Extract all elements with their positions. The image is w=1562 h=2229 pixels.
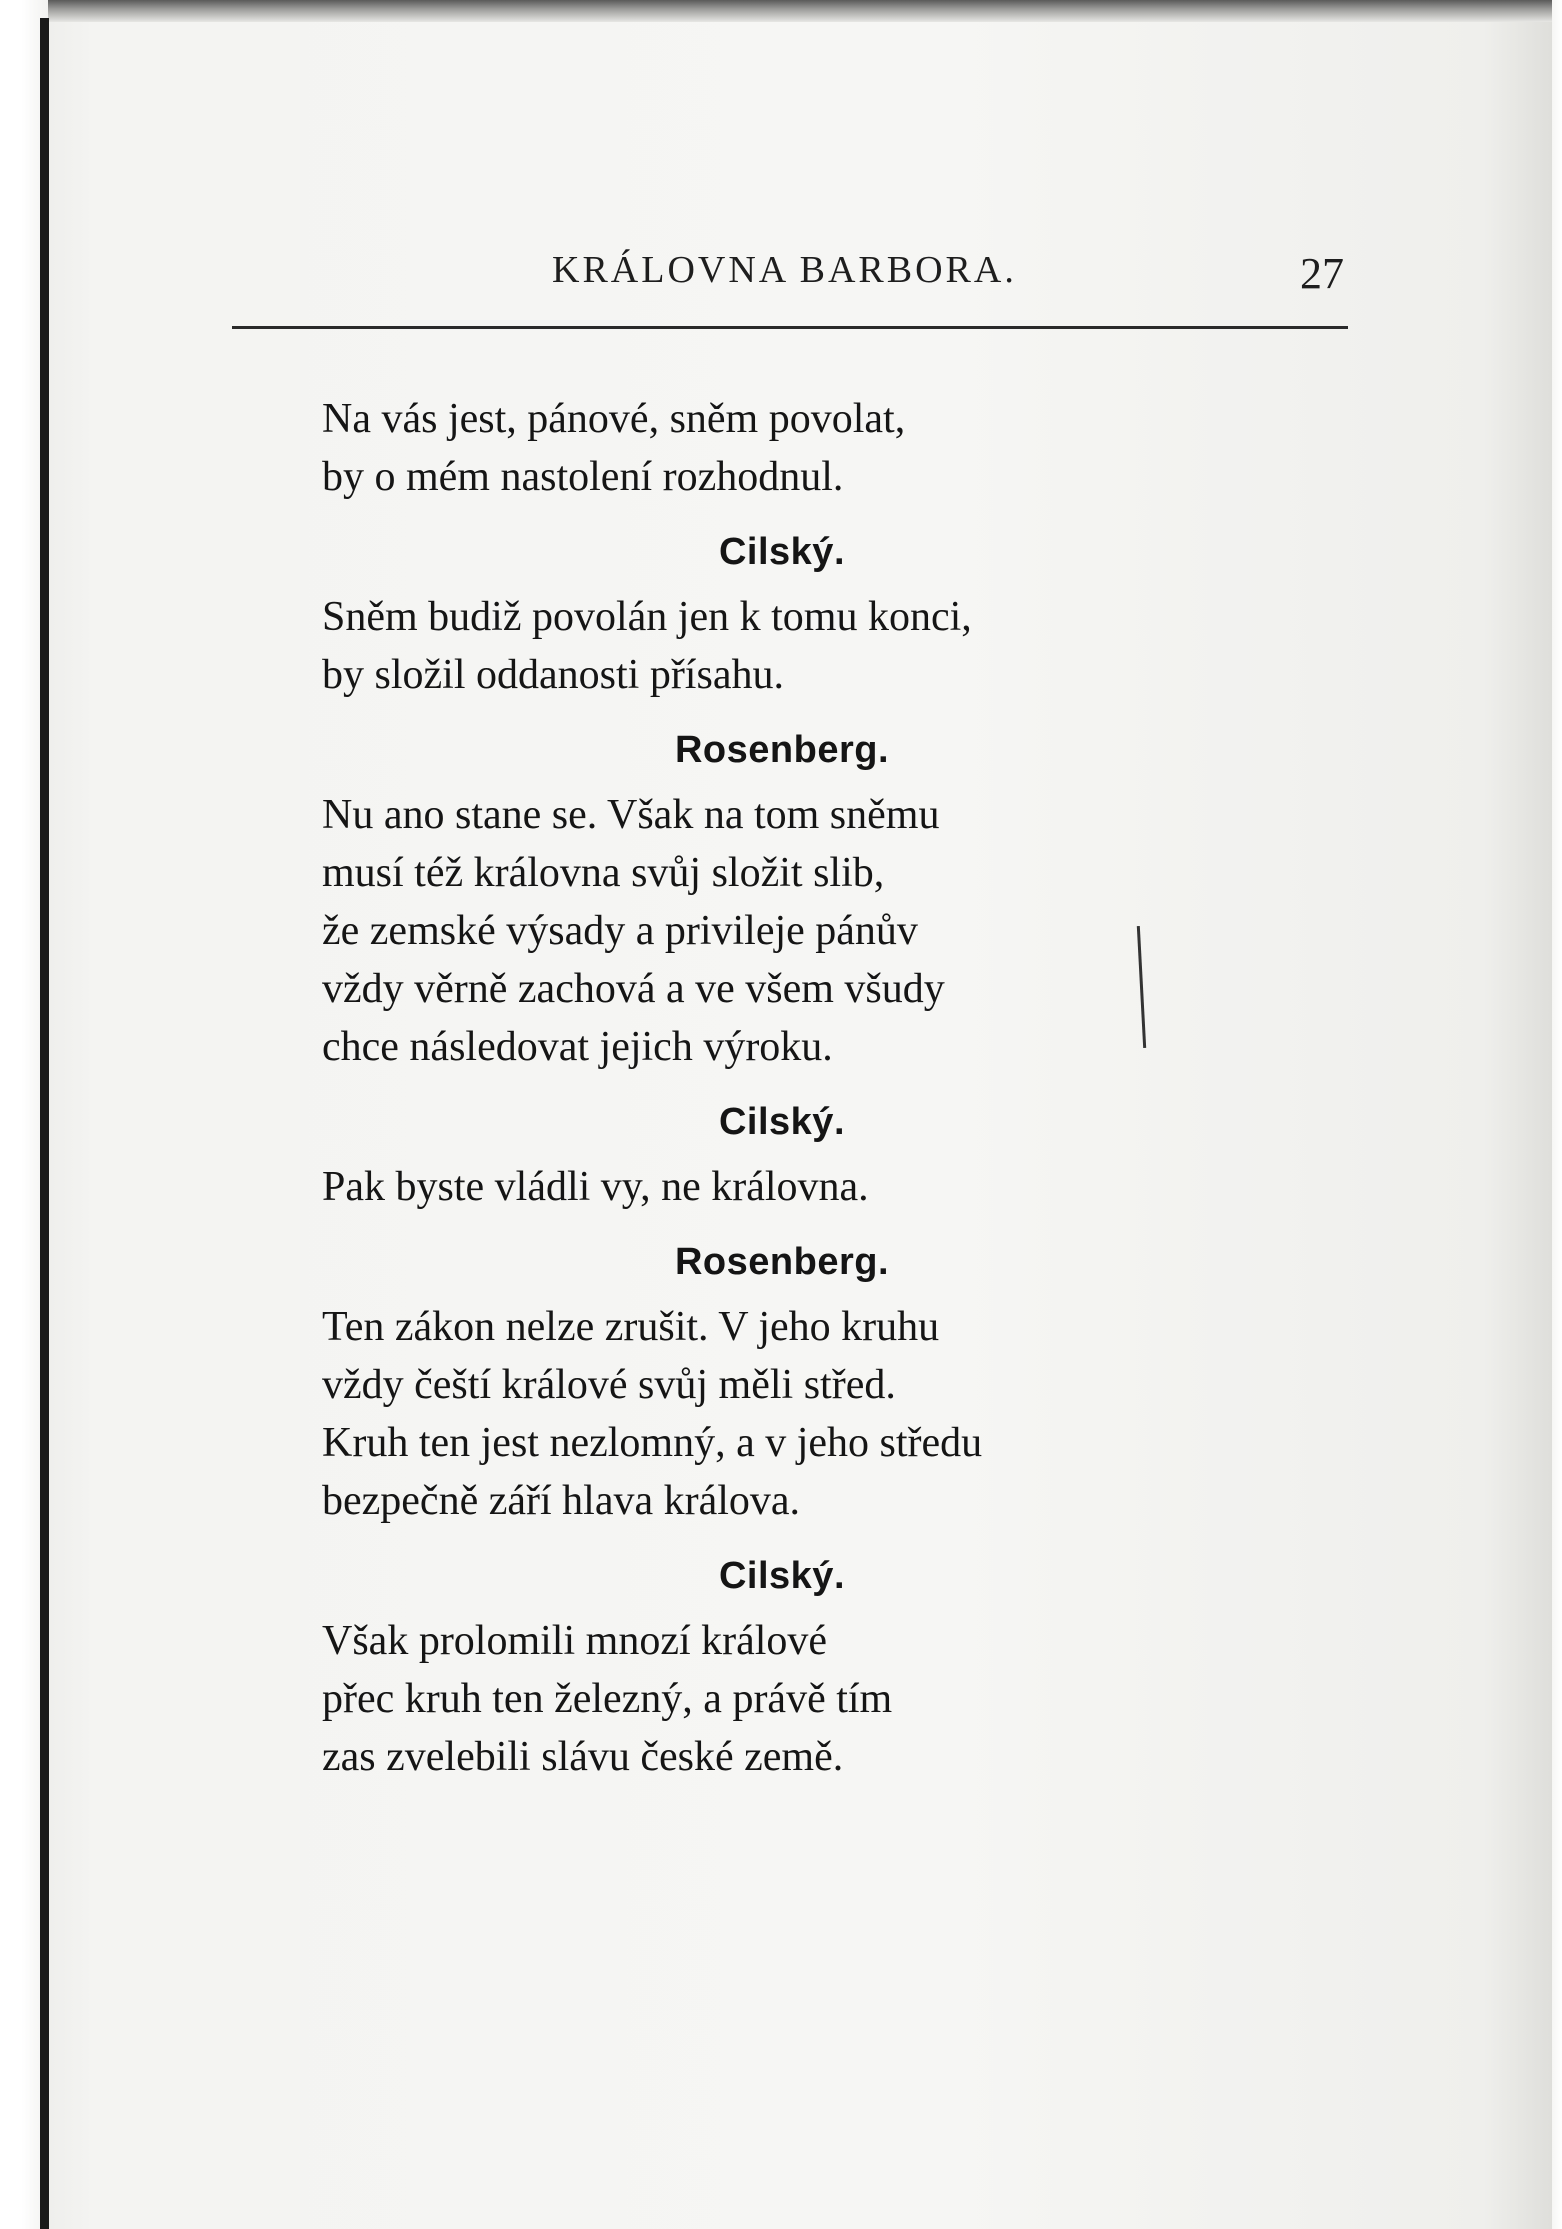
dialogue-text bbox=[322, 390, 1322, 1806]
speech-block bbox=[322, 1612, 1322, 1786]
verse-line: že zemské výsady a privileje pánův bbox=[322, 908, 918, 954]
verse-line: musí též královna svůj složit slib, bbox=[322, 850, 885, 896]
speech-block bbox=[322, 786, 1322, 1076]
page-right-edge bbox=[1552, 0, 1562, 2229]
verse-line: Pak byste vládli vy, ne královna. bbox=[322, 1164, 869, 1210]
page-top-edge bbox=[0, 0, 1562, 22]
verse-line: vždy čeští králové svůj měli střed. bbox=[322, 1362, 896, 1408]
verse-line: Na vás jest, pánové, sněm povolat, bbox=[322, 396, 906, 442]
verse-line: Sněm budiž povolán jen k tomu konci, bbox=[322, 594, 972, 640]
speaker-name: Cilský. bbox=[718, 1555, 846, 1597]
running-title: KRÁLOVNA BARBORA. bbox=[552, 249, 1017, 291]
header-rule bbox=[232, 326, 1348, 329]
verse-line: zas zvelebili slávu české země. bbox=[322, 1734, 844, 1780]
speech-block bbox=[322, 390, 1322, 506]
binding-edge bbox=[40, 18, 49, 2229]
verse-line: by složil oddanosti přísahu. bbox=[322, 652, 784, 698]
speech-block bbox=[322, 1298, 1322, 1530]
speech-block bbox=[322, 588, 1322, 704]
verse-line: Nu ano stane se. Však na tom sněmu bbox=[322, 792, 940, 838]
verse-line: by o mém nastolení rozhodnul. bbox=[322, 454, 844, 500]
verse-line: vždy věrně zachová a ve všem všudy bbox=[322, 966, 945, 1012]
verse-line: bezpečně září hlava králova. bbox=[322, 1478, 801, 1524]
speech-block bbox=[322, 1158, 1322, 1216]
verse-line: chce následovat jejich výroku. bbox=[322, 1024, 833, 1070]
speaker-name: Cilský. bbox=[718, 531, 846, 573]
page-number: 27 bbox=[1300, 249, 1344, 298]
verse-line: Kruh ten jest nezlomný, a v jeho středu bbox=[322, 1420, 983, 1466]
verse-line: přec kruh ten železný, a právě tím bbox=[322, 1676, 893, 1722]
speaker-name: Rosenberg. bbox=[674, 729, 890, 771]
verse-line: Ten zákon nelze zrušit. V jeho kruhu bbox=[322, 1304, 940, 1350]
speaker-name: Rosenberg. bbox=[674, 1241, 890, 1283]
verse-line: Však prolomili mnozí králové bbox=[322, 1618, 828, 1664]
speaker-name: Cilský. bbox=[718, 1101, 846, 1143]
